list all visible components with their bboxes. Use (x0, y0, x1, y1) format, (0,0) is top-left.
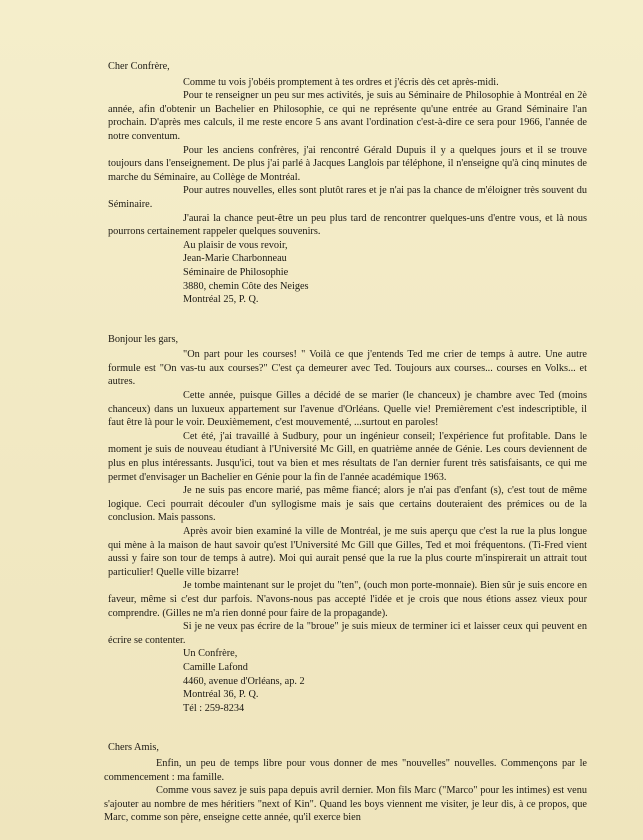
paragraph: Pour les anciens confrères, j'ai rencontré Gérald Dupuis il y a quelques jours et il se trouve toujours dans l'enseignement. De plus j'ai parlé à Jacques Langlois par téléphone, il n'enseigne qu'à cinq minutes de marche du Séminaire, au Collège de Montréal. (108, 144, 587, 183)
signature-line: Un Confrère, (183, 648, 238, 660)
signature-name: Camille Lafond (183, 661, 248, 673)
spacer (108, 307, 587, 333)
letter-famille (104, 741, 587, 825)
salutation: Bonjour les gars, (108, 333, 179, 345)
paragraph: Je tombe maintenant sur le projet du "ten", (ouch mon porte-monnaie). Bien sûr je suis encore en faveur, même si c'est dur parfois. N'avons-nous pas accepté l'idée et je crois que nous étions assez vieux pour comprendre. (Gilles ne m'a rien donné pour faire de la propagande). (108, 580, 587, 619)
signature-line: Au plaisir de vous revoir, (183, 239, 288, 251)
paragraph: Enfin, un peu de temps libre pour vous donner de mes "nouvelles" nouvelles. Commençons par le commencement : ma famille. (104, 757, 587, 783)
signature-line: Montréal 36, P. Q. (183, 689, 259, 701)
paragraph: Cet été, j'ai travaillé à Sudbury, pour un ingénieur conseil; l'expérience fut profitable. Dans le moment je suis de nouveau étudiant à l'Université Mc Gill, en quatrième année de Génie. Les cours deviennent de plus en plus intéressants. Jusqu'ici, tout va bien et mes résultats de l'an dernier furent très satisfaisants, ce qui me permet d'envisager un Bachelier en Génie pour la fin de l'année académique 1963. (108, 430, 587, 483)
letter-lafond (108, 333, 587, 716)
salutation: Cher Confrère, (108, 61, 170, 72)
signature-phone: Tél : 259-8234 (183, 702, 245, 714)
paragraph: Cette année, puisque Gilles a décidé de se marier (le chanceux) je chambre avec Ted (moins chanceux) dans un luxueux appartement sur l'avenue d'Orléans. Quelle vie! Premièrement c'est indescriptible, il faut être là pour le voir. Deuxièmement, c'est mouvementé, ...surtout en paroles! (108, 390, 587, 429)
paragraph: J'aurai la chance peut-être un peu plus tard de rencontrer quelques-uns d'entre vous, et là nous pourrons certainement rappeler quelques souvenirs. (108, 212, 587, 238)
signature-line: Montréal 25, P. Q. (183, 294, 259, 306)
signature-line: 4460, avenue d'Orléans, ap. 2 (183, 675, 305, 687)
paragraph: Pour te renseigner un peu sur mes activités, je suis au Séminaire de Philosophie à Montréal en 2è année, afin d'obtenir un Bachelier en Philosophie, ce qui ne représente qu'une entrée au Grand Séminaire l'an prochain. D'après mes calculs, il me reste encore 5 ans avant l'ordination c'est-à-dire ce sera pour 1966, l'année de notre conventum. (108, 90, 587, 142)
paragraph: Comme tu vois j'obéis promptement à tes ordres et j'écris dès cet après-midi. (183, 76, 499, 88)
paragraph: Comme vous savez je suis papa depuis avril dernier. Mon fils Marc ("Marco" pour les intimes) est venu s'ajouter au nombre de mes héritiers "next of Kin". Quand les boys viennent me visiter, je leur dis, à ce propos, que Marc, comme son père, enseigne cette année, qu'il exerce bien (104, 785, 587, 824)
letter-charbonneau (108, 60, 587, 307)
paragraph: Si je ne veux pas écrire de la "broue" je suis mieux de terminer ici et laisser ceux qui peuvent en écrire se contenter. (108, 621, 587, 646)
signature-line: Séminaire de Philosophie (183, 266, 289, 278)
paragraph: "On part pour les courses! " Voilà ce que j'entends Ted me crier de temps à autre. Une autre formule est "On vas-tu aux courses?" C'est ça demeurer avec Ted. Toujours aux courses... courses en Volks... et autres. (108, 349, 587, 388)
spacer (108, 715, 587, 741)
signature-line: 3880, chemin Côte des Neiges (183, 280, 309, 292)
paragraph: Pour autres nouvelles, elles sont plutôt rares et je n'ai pas la chance de m'éloigner très souvent du Séminaire. (108, 185, 587, 210)
signature-name: Jean-Marie Charbonneau (183, 253, 287, 265)
paragraph: Je ne suis pas encore marié, pas même fiancé; alors je n'ai pas d'enfant (s), c'est tout de même logique. Ceci pourrait découler d'un syllogisme mais je sais que certains douteraient des prémices ou de la conclusion. Mais passons. (108, 485, 587, 524)
paragraph: Après avoir bien examiné la ville de Montréal, je me suis aperçu que c'est la rue la plus longue qui mène à la maison de haut savoir qu'est l'Université Mc Gill que Gilles, Ted et moi fréquentons. (Ti-Fred vient aussi y faire son tour de temps à autre). Moi qui aurait pensé que la rue la plus courte m'inspirerait un attrait tout particulier! Quelle ville bizarre! (108, 526, 587, 578)
salutation: Chers Amis, (108, 742, 159, 754)
